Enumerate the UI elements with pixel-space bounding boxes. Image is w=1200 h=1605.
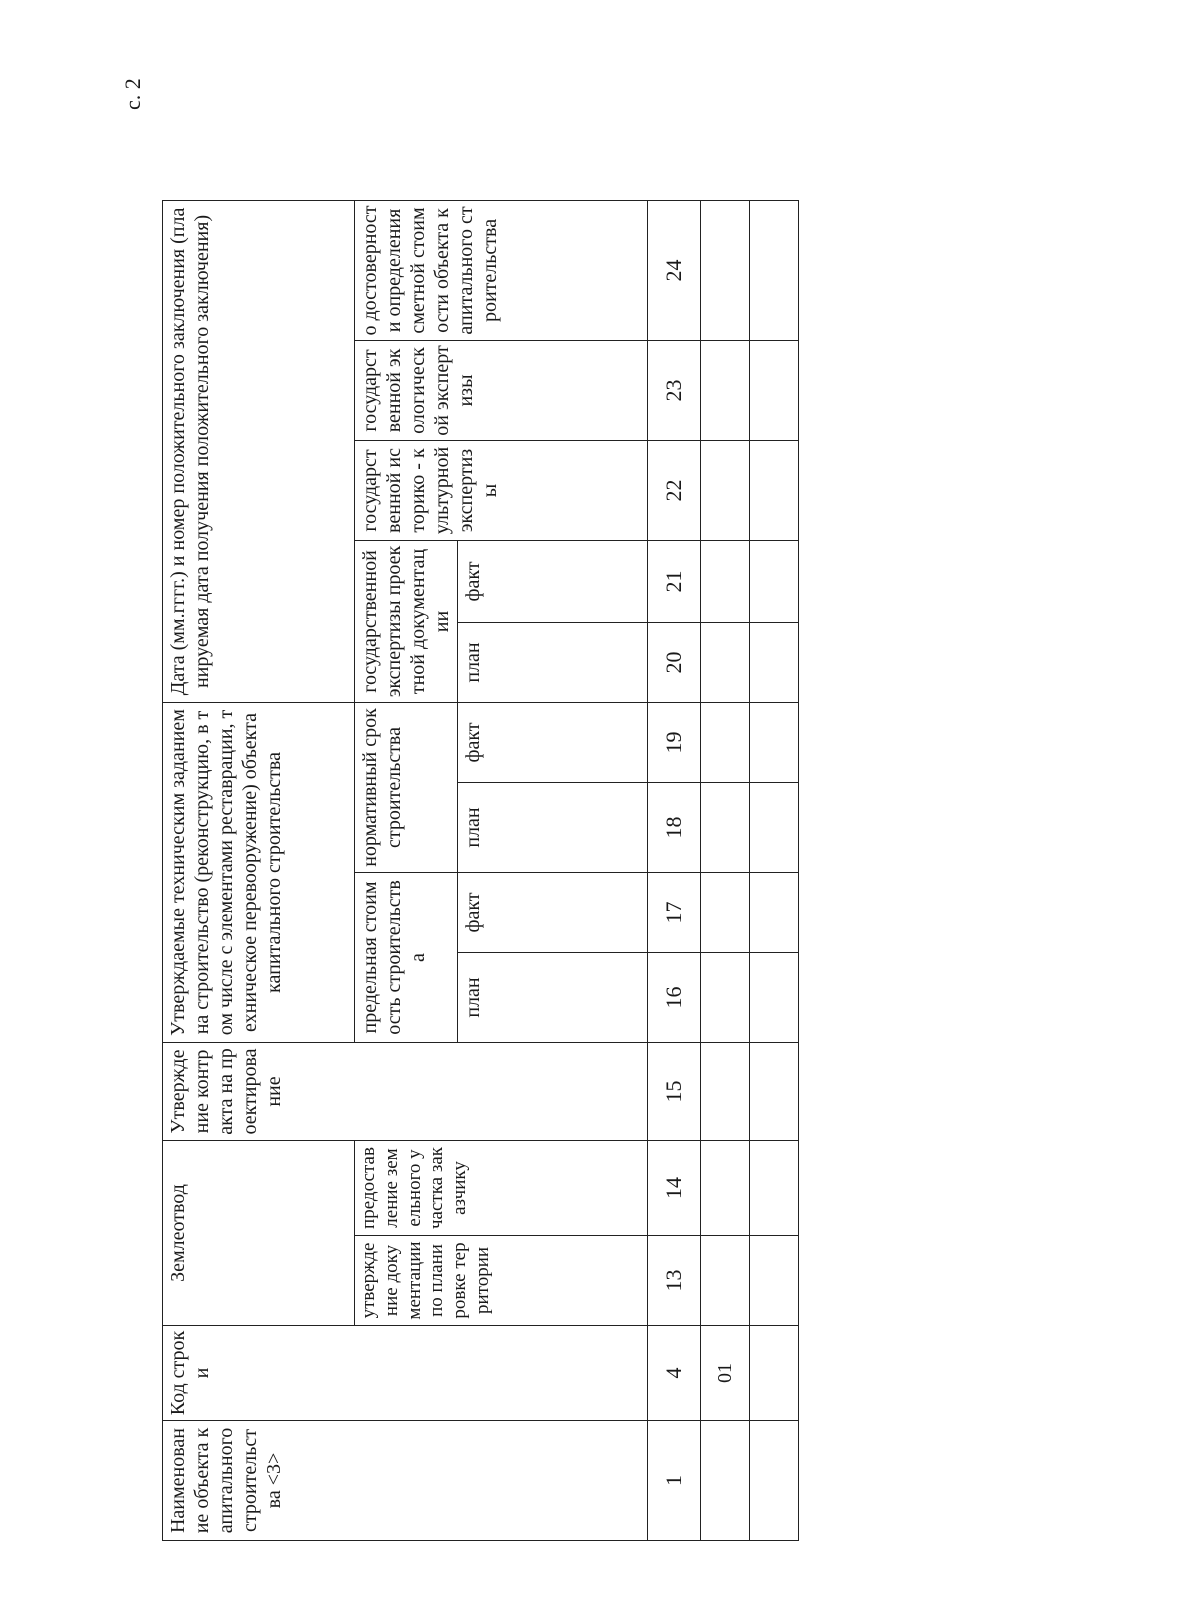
column-number: 16 (648, 952, 701, 1042)
cell-name (701, 1421, 750, 1541)
table-cell (750, 872, 799, 952)
table-cell (701, 952, 750, 1042)
header-land: Землеотвод (163, 1140, 355, 1325)
header-fact: факт (458, 702, 648, 782)
column-number: 17 (648, 872, 701, 952)
table-cell (750, 952, 799, 1042)
table-cell (701, 200, 750, 340)
table-cell (701, 782, 750, 872)
header-land-plan: утверждение документации по планировке территории (355, 1236, 648, 1326)
header-eco-exp: государственной экологической экспертизы (355, 340, 648, 440)
header-contract: Утверждение контракта на проектирование (163, 1042, 648, 1140)
column-number: 19 (648, 702, 701, 782)
table-cell (750, 1326, 799, 1421)
header-cost-limit: предельная стоимость строительства (355, 872, 458, 1042)
table-cell (701, 872, 750, 952)
table-cell (701, 540, 750, 622)
table-cell (750, 1042, 799, 1140)
header-plan: план (458, 952, 648, 1042)
column-number: 20 (648, 622, 701, 702)
header-reliability: о достоверности определения сметной стоимости объекта капитального строительства (355, 200, 648, 340)
column-number: 23 (648, 340, 701, 440)
column-number: 13 (648, 1236, 701, 1326)
header-fact: факт (458, 872, 648, 952)
table-cell (750, 200, 799, 340)
table-cell (750, 1236, 799, 1326)
header-hist-exp: государственной историко - культурной экспертизы (355, 440, 648, 540)
table-cell (750, 782, 799, 872)
header-plan: план (458, 622, 648, 702)
table-cell (750, 540, 799, 622)
header-land-grant: предоставление земельного участка заказчику (355, 1140, 648, 1235)
column-number: 4 (648, 1326, 701, 1421)
header-row-code: Код строки (163, 1326, 648, 1421)
table-cell (701, 622, 750, 702)
table-cell (701, 1140, 750, 1235)
table-cell (750, 440, 799, 540)
column-number: 15 (648, 1042, 701, 1140)
table-row (750, 200, 799, 1540)
cell-row-code: 01 (701, 1326, 750, 1421)
column-number: 22 (648, 440, 701, 540)
form-table-rotated (162, 201, 802, 1541)
table-cell (750, 1421, 799, 1541)
column-number: 18 (648, 782, 701, 872)
table-cell (750, 702, 799, 782)
page-number: с. 2 (120, 78, 145, 110)
column-number: 1 (648, 1421, 701, 1541)
table-row (701, 200, 750, 1540)
table-cell (701, 1042, 750, 1140)
header-state-exp: государственной экспертизы проектной документации (355, 540, 458, 702)
header-plan: план (458, 782, 648, 872)
column-number: 21 (648, 540, 701, 622)
header-fact: факт (458, 540, 648, 622)
table-cell (701, 1236, 750, 1326)
table-cell (701, 440, 750, 540)
header-conclusion: Дата (мм.гггг.) и номер положительного заключения (планируемая дата получения положительного заключения) (163, 200, 355, 702)
header-name: Наименование объекта капитального строительства <3> (163, 1421, 648, 1541)
table-cell (750, 340, 799, 440)
column-number: 24 (648, 200, 701, 340)
form-table (162, 200, 799, 1541)
table-cell (701, 340, 750, 440)
header-norm-term: нормативный срок строительства (355, 702, 458, 872)
header-tech-task: Утверждаемые техническим заданием на строительство (реконструкцию, в том числе с элементами реставрации, техническое перевооружение) объекта капитального строительства (163, 702, 355, 1042)
table-cell (701, 702, 750, 782)
table-cell (750, 1140, 799, 1235)
table-cell (750, 622, 799, 702)
column-number: 14 (648, 1140, 701, 1235)
